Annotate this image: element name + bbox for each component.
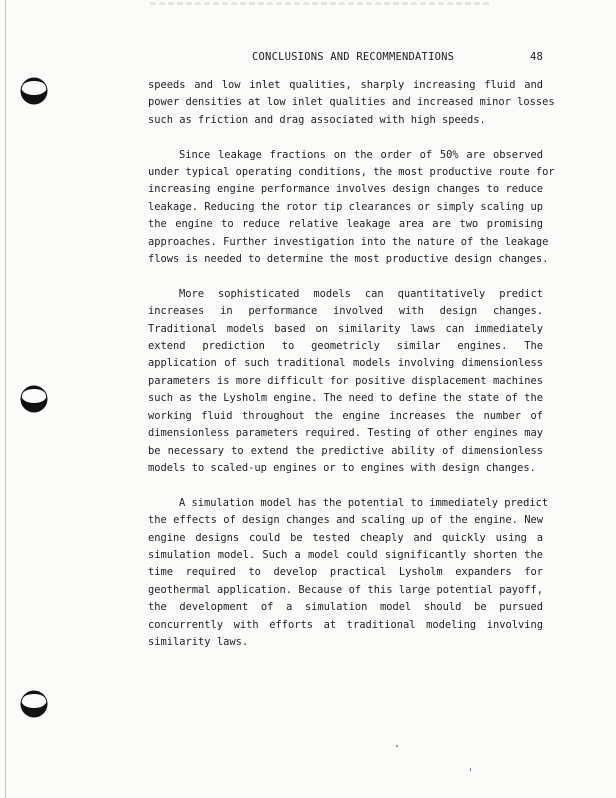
- paragraph: [148, 495, 549, 652]
- text-line: dimensionless parameters required. Testing of other engines may: [148, 427, 543, 440]
- text-line: leakage. Reducing the rotor tip clearances or simply scaling up: [148, 200, 543, 213]
- text-line: Since leakage fractions on the order of 50% are observed: [179, 148, 543, 161]
- scan-artifact: [150, 2, 490, 5]
- text-line: engine designs could be tested cheaply and quickly using a: [148, 531, 543, 544]
- text-line: be necessary to extend the predictive ability of dimensionless: [148, 444, 543, 457]
- page-number: 48: [529, 51, 543, 63]
- text-line: geothermal application. Because of this large potential payoff,: [148, 583, 543, 596]
- paragraph: [148, 286, 543, 477]
- text-line: such as friction and drag associated with high speeds.: [148, 113, 486, 126]
- text-line: increasing engine performance involves design changes to reduce: [148, 183, 543, 196]
- text-line: approaches. Further investigation into the nature of the leakage: [148, 235, 549, 248]
- scan-speck: [396, 745, 398, 747]
- scan-speck: [470, 768, 471, 771]
- page-title: CONCLUSIONS AND RECOMMENDATIONS: [252, 51, 455, 63]
- text-line: under typical operating conditions, the most productive route for: [148, 166, 555, 179]
- text-line: application of such traditional models involving dimensionless: [148, 357, 543, 370]
- text-line: flows is needed to determine the most productive design changes.: [148, 253, 549, 266]
- text-line: such as the Lysholm engine. The need to define the state of the: [148, 392, 543, 405]
- text-line: parameters is more difficult for positive displacement machines: [148, 374, 543, 387]
- text-line: A simulation model has the potential to immediately predict: [179, 496, 549, 509]
- binder-hole-icon: [20, 385, 48, 413]
- text-line: similarity laws.: [148, 635, 249, 648]
- text-line: the development of a simulation model should be pursued: [148, 601, 543, 614]
- text-line: extend prediction to geometricly similar engines. The: [148, 340, 543, 353]
- text-line: speeds and low inlet qualities, sharply increasing fluid and: [148, 79, 543, 91]
- text-line: the effects of design changes and scaling up of the engine. New: [148, 514, 543, 527]
- binder-hole-icon: [20, 77, 48, 105]
- page-header: [148, 51, 543, 67]
- text-line: increases in performance involved with design changes.: [148, 305, 543, 318]
- text-line: the engine to reduce relative leakage area are two promising: [148, 218, 543, 231]
- text-line: power densities at low inlet qualities and increased minor losses: [148, 96, 555, 109]
- text-line: More sophisticated models can quantitatively predict: [179, 287, 543, 300]
- text-line: Traditional models based on similarity laws can immediately: [148, 322, 543, 335]
- text-line: time required to develop practical Lysholm expanders for: [148, 566, 543, 579]
- page-edge-line: [5, 0, 6, 798]
- text-line: working fluid throughout the engine increases the number of: [148, 409, 543, 422]
- paragraph: [148, 77, 555, 129]
- binder-hole-icon: [20, 690, 48, 718]
- body-text: [148, 77, 555, 669]
- text-line: simulation model. Such a model could significantly shorten the: [148, 548, 543, 561]
- text-line: concurrently with efforts at traditional modeling involving: [148, 618, 543, 631]
- text-line: models to scaled-up engines or to engines with design changes.: [148, 461, 536, 474]
- paragraph: [148, 147, 555, 269]
